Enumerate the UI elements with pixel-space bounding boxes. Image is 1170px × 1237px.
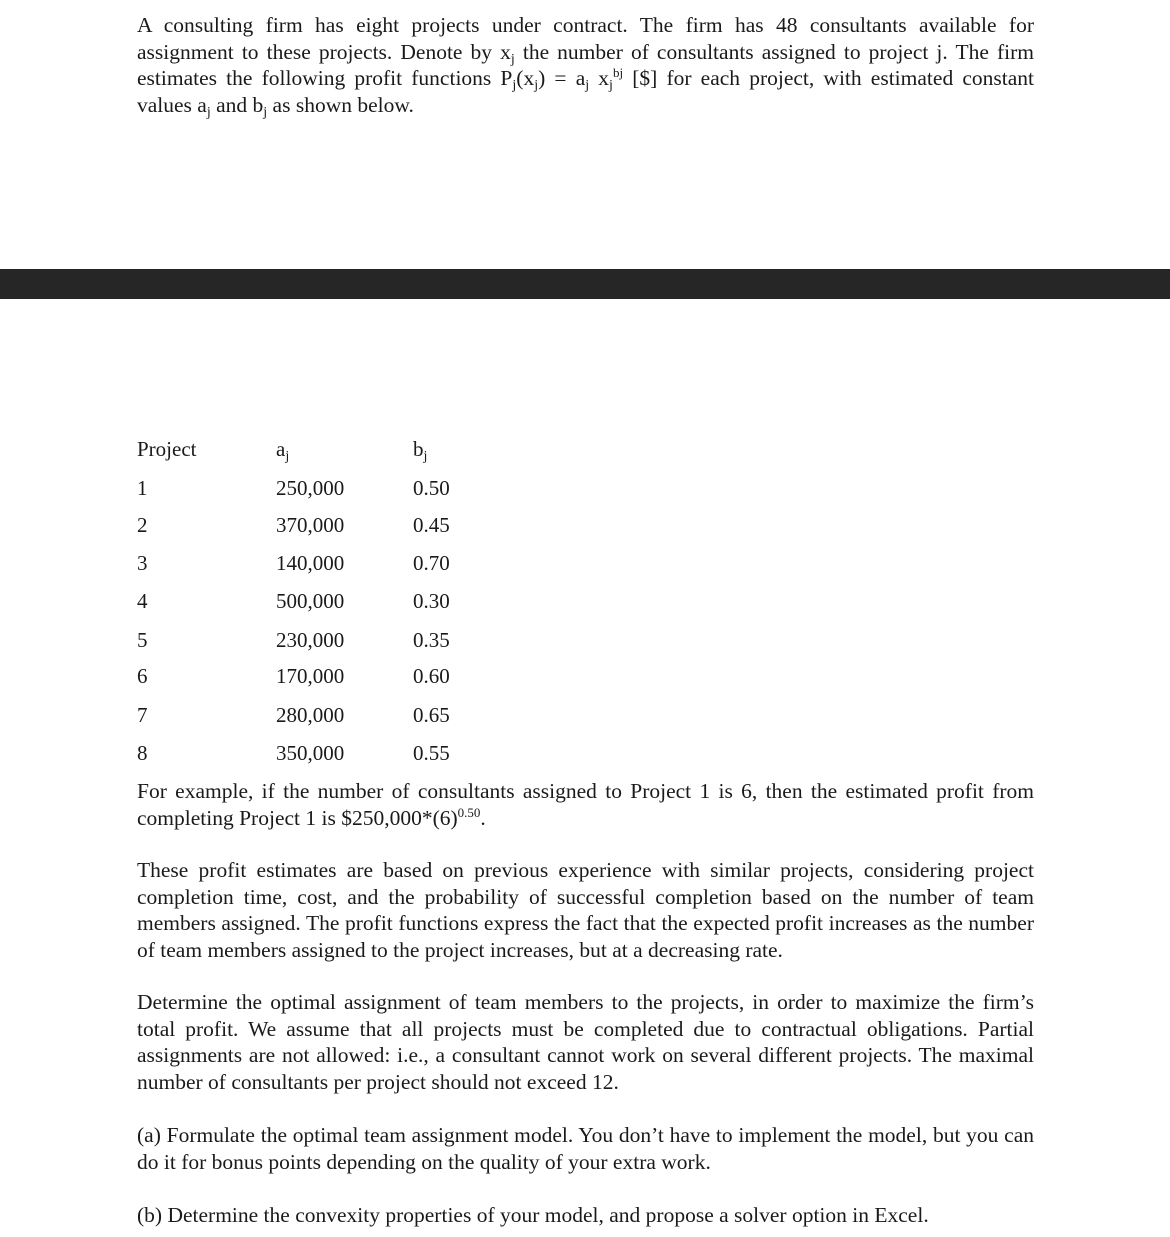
table-cell-a: 250,000	[276, 476, 345, 500]
question-part-b: (b) Determine the convexity properties of your model, and propose a solver option in Excel.	[137, 1203, 929, 1227]
table-cell-project: 2	[137, 513, 148, 537]
table-cell-project: 8	[137, 741, 148, 765]
table-cell-b: 0.55	[413, 741, 450, 765]
table-cell-b: 0.70	[413, 551, 450, 575]
table-cell-b: 0.45	[413, 513, 450, 537]
table-cell-b: 0.30	[413, 589, 450, 613]
table-cell-b: 0.65	[413, 703, 450, 727]
table-cell-project: 7	[137, 703, 148, 727]
table-cell-b: 0.35	[413, 628, 450, 652]
table-cell-project: 5	[137, 628, 148, 652]
table-header-project: Project	[137, 437, 197, 461]
table-cell-a: 370,000	[276, 513, 345, 537]
divider-bar	[0, 269, 1170, 299]
task-paragraph: Determine the optimal assignment of team members to the projects, in order to maximize the firm’s total profit. We assume that all projects must be completed due to contractual obligations. Partial assignments are not allowed: i.e., a consultant cannot work on several different projects. The maximal number of consultants per project should not exceed 12.	[137, 990, 1034, 1094]
intro-paragraph: A consulting firm has eight projects under contract. The firm has 48 consultants available for assignment to these projects. Denote by $x_j$ the number of consultants assigned to project j. The firm estimates the following profit functions $P_j(x_j) = a_j$ $x_j^{bj}$ [$] for each project, with estimated constant values $a_j$ and $b_j$ as shown below.	[137, 13, 1034, 120]
table-cell-a: 500,000	[276, 589, 345, 613]
example-paragraph: For example, if the number of consultants assigned to Project 1 is 6, then the estimated profit from completing Project 1 is $\$250,000*(6)^{0.50}$.	[137, 779, 1034, 830]
table-cell-a: 280,000	[276, 703, 345, 727]
table-cell-a: 140,000	[276, 551, 345, 575]
table-cell-b: 0.60	[413, 664, 450, 688]
table-cell-b: 0.50	[413, 476, 450, 500]
question-part-a: (a) Formulate the optimal team assignment model. You don’t have to implement the model, but you can do it for bonus points depending on the quality of your extra work.	[137, 1123, 1034, 1174]
table-cell-project: 4	[137, 589, 148, 613]
table-cell-project: 6	[137, 664, 148, 688]
basis-paragraph: These profit estimates are based on previous experience with similar projects, considering project completion time, cost, and the probability of successful completion based on the number of team members assigned. The profit functions express the fact that the expected profit increases as the number of team members assigned to the project increases, but at a decreasing rate.	[137, 858, 1034, 962]
table-cell-a: 350,000	[276, 741, 345, 765]
table-cell-project: 3	[137, 551, 148, 575]
table-cell-a: 230,000	[276, 628, 345, 652]
table-header-a: $a_j$	[276, 437, 290, 464]
table-header-b: $b_j$	[413, 437, 428, 464]
table-cell-project: 1	[137, 476, 148, 500]
table-cell-a: 170,000	[276, 664, 345, 688]
